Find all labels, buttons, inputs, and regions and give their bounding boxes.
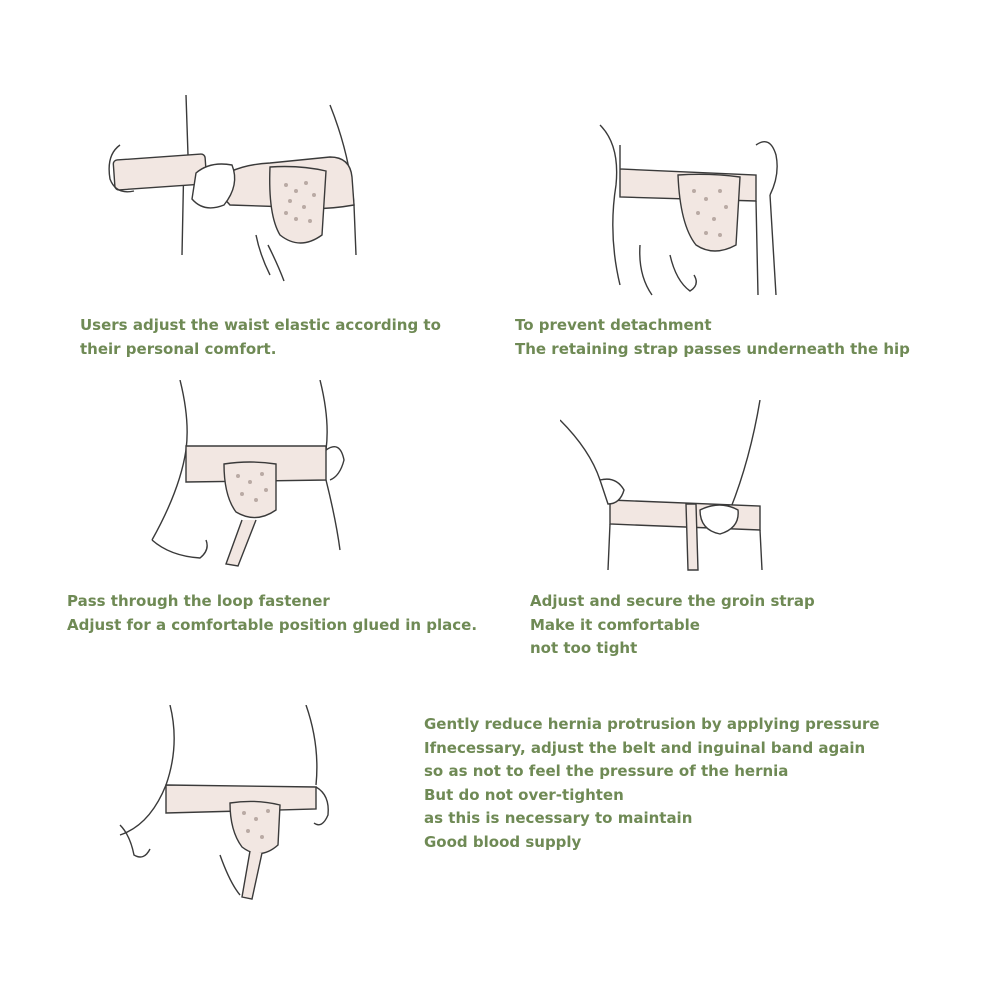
step-3-line-2: Adjust for a comfortable position glued in place. bbox=[67, 615, 478, 634]
adjust-waist-elastic-illustration bbox=[100, 95, 380, 295]
step-2-line-2: The retaining strap passes underneath the hip bbox=[515, 339, 910, 358]
step-2-caption bbox=[515, 314, 910, 361]
step-1-line-2: their personal comfort. bbox=[80, 339, 277, 358]
step-5-line-1: Gently reduce hernia protrusion by applying pressure bbox=[424, 715, 880, 733]
step-5-caption bbox=[424, 713, 880, 854]
step-1-line-1: Users adjust the waist elastic according to bbox=[80, 316, 441, 334]
step-4-caption bbox=[530, 590, 815, 661]
step-4-line-2: Make it comfortable bbox=[530, 615, 700, 634]
step-4-line-1: Adjust and secure the groin strap bbox=[530, 592, 815, 610]
step-1-caption bbox=[80, 314, 441, 361]
step-5-line-6: Good blood supply bbox=[424, 832, 582, 851]
groin-strap-illustration bbox=[560, 400, 800, 575]
step-5-line-4: But do not over-tighten bbox=[424, 785, 624, 804]
step-3-caption bbox=[67, 590, 477, 637]
reduce-hernia-illustration bbox=[110, 705, 360, 900]
step-2-line-1: To prevent detachment bbox=[515, 316, 712, 334]
step-5-line-5: as this is necessary to maintain bbox=[424, 809, 693, 827]
step-5-line-2: Ifnecessary, adjust the belt and inguinal band again bbox=[424, 738, 866, 757]
step-4-line-3: not too tight bbox=[530, 639, 638, 657]
loop-fastener-illustration bbox=[140, 380, 380, 570]
step-3-line-1: Pass through the loop fastener bbox=[67, 592, 330, 610]
step-5-line-3: so as not to feel the pressure of the hernia bbox=[424, 762, 789, 780]
retaining-strap-illustration bbox=[580, 105, 810, 305]
